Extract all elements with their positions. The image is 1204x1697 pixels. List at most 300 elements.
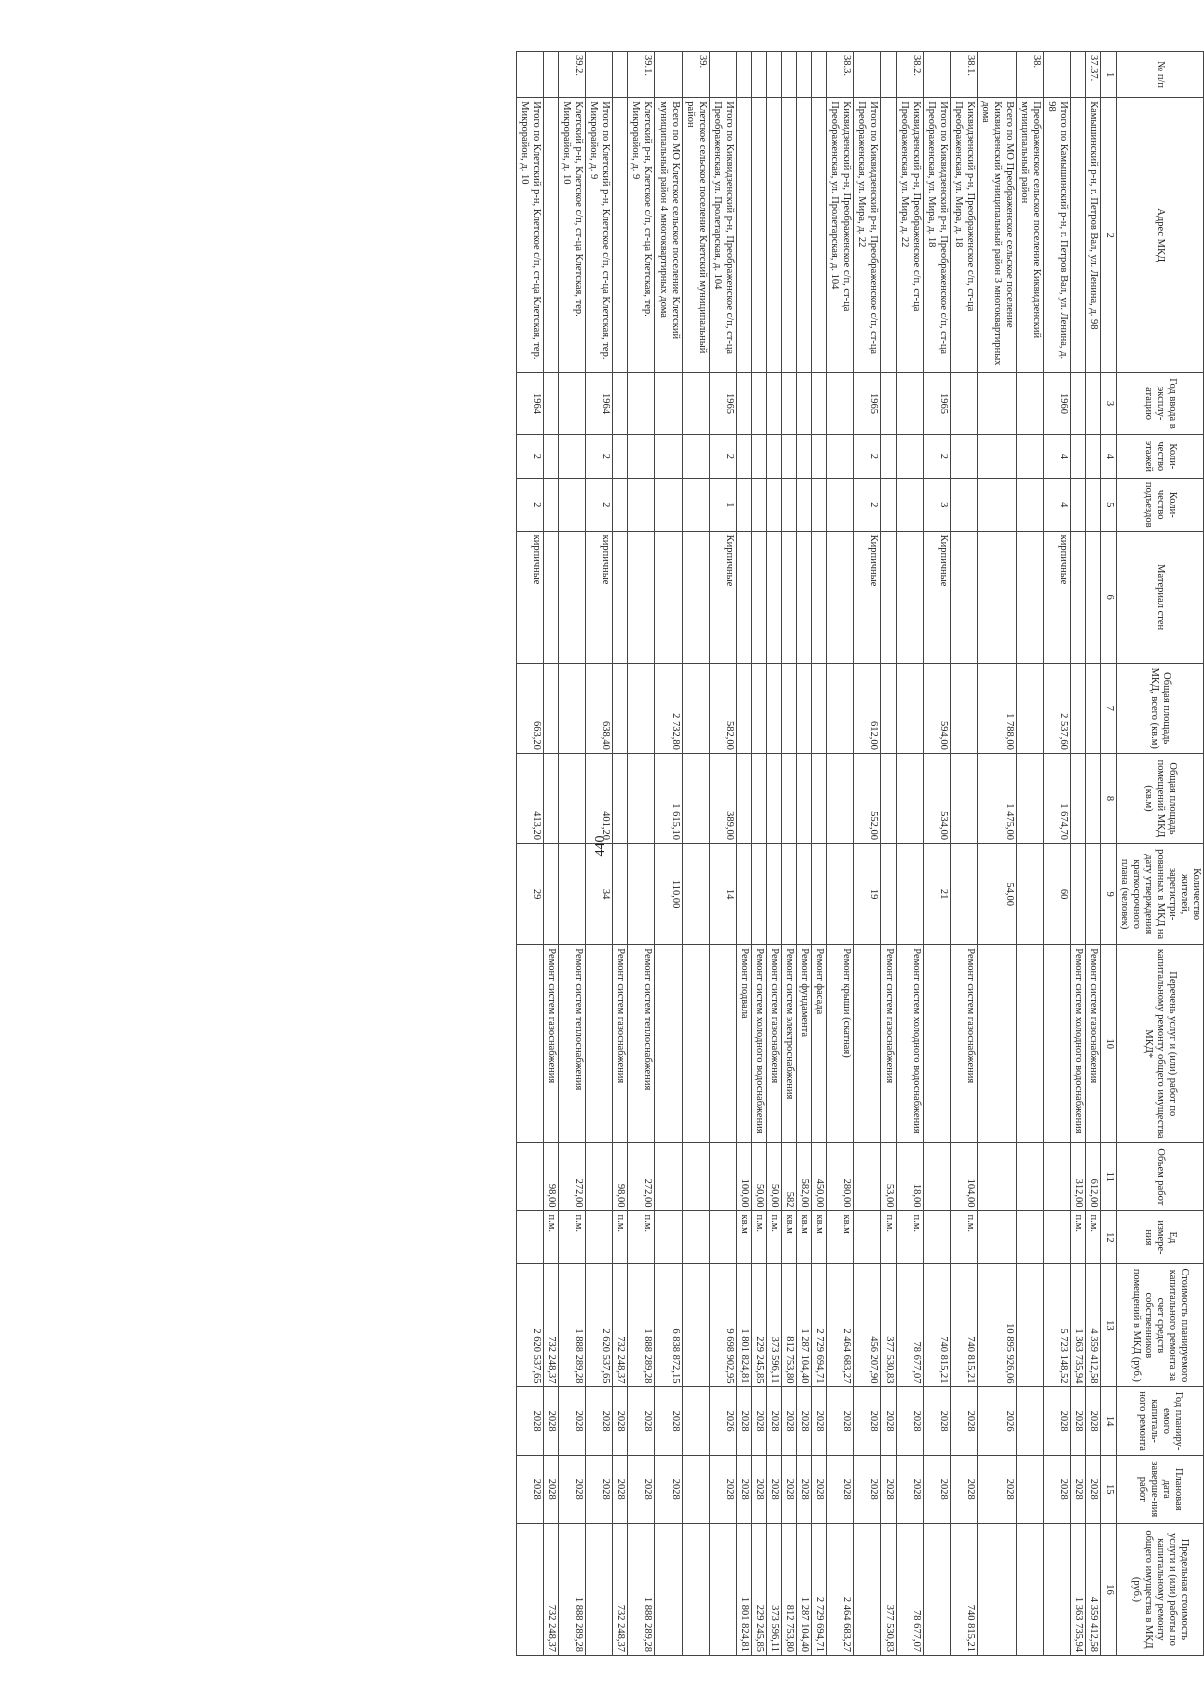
cell-fl	[977, 434, 1016, 478]
cell-work: Ремонт систем газоснабжения	[1086, 945, 1101, 1143]
cell-u	[1044, 1211, 1071, 1264]
cell-y: 1964	[586, 373, 613, 435]
cell-cost: 2 620 537,65	[516, 1264, 543, 1387]
cell-y	[682, 373, 709, 435]
cell-fl	[827, 434, 854, 478]
column-header: Стоимость планируемого капитального ремонта за счет средств собственников помещений в МКД (руб.)	[1116, 1264, 1203, 1387]
cell-work: Ремонт систем электроснабжения	[782, 945, 797, 1143]
cell-work	[709, 945, 736, 1143]
cell-n	[1044, 52, 1071, 98]
cell-dt: 2028	[559, 1455, 586, 1523]
cell-n	[544, 52, 559, 98]
cell-y	[1071, 373, 1086, 435]
cell-max: 2 729 694,71	[812, 1523, 827, 1655]
cell-u: п.м.	[559, 1211, 586, 1264]
cell-addr	[544, 98, 559, 373]
cell-dt: 2028	[923, 1455, 950, 1523]
cell-a	[767, 663, 782, 753]
cell-addr	[751, 98, 766, 373]
cell-dt: 2028	[751, 1455, 766, 1523]
cell-addr: Клетское сельское поселение Клетский муниципальный район	[682, 98, 709, 373]
cell-max: 2 464 683,27	[827, 1523, 854, 1655]
cell-yr: 2028	[613, 1387, 628, 1455]
cell-work	[977, 945, 1016, 1143]
cell-max: 1 363 735,94	[1071, 1523, 1086, 1655]
column-header: Год ввода в эксплу-атацию	[1116, 373, 1203, 435]
cell-fl: 4	[1044, 434, 1071, 478]
header-row	[1116, 52, 1203, 1656]
cell-b	[1086, 753, 1101, 843]
cell-a	[797, 663, 812, 753]
cell-p: 110,00	[655, 844, 682, 945]
cell-addr	[613, 98, 628, 373]
cell-mat: Кирпичные	[854, 531, 881, 663]
cell-u: п.м.	[881, 1211, 896, 1264]
cell-p: 60	[1044, 844, 1071, 945]
cell-vol: 104,00	[950, 1143, 977, 1211]
cell-y	[736, 373, 751, 435]
cell-en	[1017, 478, 1044, 531]
cell-b: 1 674,70	[1044, 753, 1071, 843]
cell-en	[767, 478, 782, 531]
cell-b	[950, 753, 977, 843]
cell-fl	[797, 434, 812, 478]
cell-addr	[881, 98, 896, 373]
cell-max: 229 245,85	[751, 1523, 766, 1655]
cell-addr: Клетский р-н, Клетское с/п, ст-ца Клетская, тер. Микрорайон, д. 10	[559, 98, 586, 373]
cell-dt: 2028	[797, 1455, 812, 1523]
cell-max: 1 287 104,40	[797, 1523, 812, 1655]
column-number: 7	[1101, 663, 1116, 753]
cell-y	[881, 373, 896, 435]
cell-y	[812, 373, 827, 435]
cell-max	[586, 1523, 613, 1655]
cell-dt: 2028	[782, 1455, 797, 1523]
cell-vol	[682, 1143, 709, 1211]
cell-p	[950, 844, 977, 945]
table-row	[516, 52, 543, 1656]
cell-p	[1017, 844, 1044, 945]
cell-u	[682, 1211, 709, 1264]
column-header: Перечень услуг и (или) работ по капитальному ремонту общего имущества МКД*	[1116, 945, 1203, 1143]
cell-dt: 2028	[812, 1455, 827, 1523]
cell-mat	[559, 531, 586, 663]
cell-max: 732 248,37	[544, 1523, 559, 1655]
cell-y	[797, 373, 812, 435]
cell-a	[613, 663, 628, 753]
cell-a: 594,00	[923, 663, 950, 753]
cell-mat	[613, 531, 628, 663]
cell-p	[782, 844, 797, 945]
cell-n	[767, 52, 782, 98]
cell-u: кв.м	[797, 1211, 812, 1264]
cell-dt	[682, 1455, 709, 1523]
cell-y: 1965	[709, 373, 736, 435]
column-number: 15	[1101, 1455, 1116, 1523]
cell-addr: Итого по Киквидзенский р-н, Преображенское с/п, ст-ца Преображенская, ул. Мира, д. 18	[923, 98, 950, 373]
cell-fl	[950, 434, 977, 478]
cell-p: 19	[854, 844, 881, 945]
cell-b	[782, 753, 797, 843]
cell-en	[812, 478, 827, 531]
cell-n	[516, 52, 543, 98]
cell-a	[682, 663, 709, 753]
cell-y	[559, 373, 586, 435]
cell-fl	[812, 434, 827, 478]
cell-yr: 2028	[655, 1387, 682, 1455]
cell-work	[1017, 945, 1044, 1143]
cell-mat	[782, 531, 797, 663]
cell-work: Ремонт фасада	[812, 945, 827, 1143]
cell-addr	[797, 98, 812, 373]
column-number: 2	[1101, 98, 1116, 373]
cell-vol	[655, 1143, 682, 1211]
cell-work: Ремонт фундамента	[797, 945, 812, 1143]
cell-cost: 9 698 902,95	[709, 1264, 736, 1387]
rotated-table-container	[194, 51, 1204, 1656]
cell-b	[797, 753, 812, 843]
cell-yr	[1017, 1387, 1044, 1455]
cell-addr: Итого по Клетский р-н, Клетское с/п, ст-ца Клетская, тер. Микрорайон, д. 9	[586, 98, 613, 373]
cell-addr: Всего по МО Преображенское сельское поселение Киквидзенский муниципальный район 3 многоквартирных дома	[977, 98, 1016, 373]
cell-max: 812 753,80	[782, 1523, 797, 1655]
cell-vol	[977, 1143, 1016, 1211]
cell-a	[1017, 663, 1044, 753]
cell-n: 38.1.	[950, 52, 977, 98]
cell-n: 37.37.	[1086, 52, 1101, 98]
column-header: Предельная стоимость услуги и (или) работы по капитальному ремонту общего имущества в МКД (руб.)	[1116, 1523, 1203, 1655]
column-header: Материал стен	[1116, 531, 1203, 663]
capital-repair-table	[516, 51, 1204, 1656]
cell-en	[736, 478, 751, 531]
column-header: Плановая дата заверше-ния работ	[1116, 1455, 1203, 1523]
cell-y	[1086, 373, 1101, 435]
cell-p	[881, 844, 896, 945]
cell-u: кв.м	[782, 1211, 797, 1264]
cell-n: 39.	[682, 52, 709, 98]
cell-mat	[1071, 531, 1086, 663]
cell-n	[736, 52, 751, 98]
table-row	[1071, 52, 1086, 1656]
cell-cost: 229 245,85	[751, 1264, 766, 1387]
column-number: 13	[1101, 1264, 1116, 1387]
cell-b	[628, 753, 655, 843]
cell-cost: 812 753,80	[782, 1264, 797, 1387]
cell-yr: 2028	[950, 1387, 977, 1455]
cell-u: кв.м	[736, 1211, 751, 1264]
cell-en	[655, 478, 682, 531]
cell-p	[736, 844, 751, 945]
cell-mat	[1086, 531, 1101, 663]
cell-a	[896, 663, 923, 753]
cell-dt: 2028	[628, 1455, 655, 1523]
cell-cost: 10 895 926,06	[977, 1264, 1016, 1387]
cell-cost: 78 677,07	[896, 1264, 923, 1387]
cell-en	[1071, 478, 1086, 531]
cell-n: 39.2.	[559, 52, 586, 98]
cell-y: 1965	[923, 373, 950, 435]
cell-b: 389,00	[709, 753, 736, 843]
cell-b: 401,20	[586, 753, 613, 843]
cell-a: 663,20	[516, 663, 543, 753]
cell-a	[812, 663, 827, 753]
cell-fl: 2	[923, 434, 950, 478]
cell-n	[797, 52, 812, 98]
cell-work: Ремонт систем теплоснабжения	[628, 945, 655, 1143]
cell-vol: 100,00	[736, 1143, 751, 1211]
cell-a	[782, 663, 797, 753]
cell-b	[767, 753, 782, 843]
cell-p	[628, 844, 655, 945]
cell-vol	[1044, 1143, 1071, 1211]
cell-fl	[628, 434, 655, 478]
cell-b	[613, 753, 628, 843]
cell-p	[797, 844, 812, 945]
cell-u: кв.м	[827, 1211, 854, 1264]
column-header: Объем работ	[1116, 1143, 1203, 1211]
cell-vol: 272,00	[628, 1143, 655, 1211]
cell-mat	[736, 531, 751, 663]
cell-yr: 2028	[782, 1387, 797, 1455]
cell-b: 1 615,10	[655, 753, 682, 843]
cell-a: 1 788,00	[977, 663, 1016, 753]
table-row	[797, 52, 812, 1656]
cell-y	[655, 373, 682, 435]
cell-max	[516, 1523, 543, 1655]
cell-yr: 2028	[516, 1387, 543, 1455]
cell-fl: 2	[586, 434, 613, 478]
table-row	[854, 52, 881, 1656]
cell-vol: 280,00	[827, 1143, 854, 1211]
cell-en: 2	[854, 478, 881, 531]
cell-a	[1086, 663, 1101, 753]
cell-y	[950, 373, 977, 435]
cell-b	[1071, 753, 1086, 843]
cell-a	[881, 663, 896, 753]
cell-max: 78 677,07	[896, 1523, 923, 1655]
cell-en	[950, 478, 977, 531]
table-row	[896, 52, 923, 1656]
cell-dt: 2028	[1044, 1455, 1071, 1523]
cell-u	[586, 1211, 613, 1264]
cell-mat: кирпичные	[1044, 531, 1071, 663]
cell-max: 373 596,11	[767, 1523, 782, 1655]
cell-p	[827, 844, 854, 945]
cell-addr: Камышинский р-н, г. Петров Вал, ул. Ленина, д. 98	[1086, 98, 1101, 373]
cell-cost	[1017, 1264, 1044, 1387]
cell-fl	[896, 434, 923, 478]
cell-n	[586, 52, 613, 98]
column-header: Общая площадь МКД, всего (кв.м)	[1116, 663, 1203, 753]
cell-cost: 456 207,90	[854, 1264, 881, 1387]
cell-work: Ремонт систем холодного водоснабжения	[751, 945, 766, 1143]
column-header: Количество жителей, зарегистри-рованных в МКД на дату утверждения краткосрочного плана (человек)	[1116, 844, 1203, 945]
cell-fl	[544, 434, 559, 478]
cell-fl: 2	[854, 434, 881, 478]
cell-max: 740 815,21	[950, 1523, 977, 1655]
cell-fl	[655, 434, 682, 478]
cell-u	[977, 1211, 1016, 1264]
cell-work: Ремонт крыши (скатная)	[827, 945, 854, 1143]
cell-en: 1	[709, 478, 736, 531]
cell-cost: 4 359 412,58	[1086, 1264, 1101, 1387]
cell-mat	[797, 531, 812, 663]
cell-yr: 2028	[559, 1387, 586, 1455]
cell-y	[827, 373, 854, 435]
table-row	[950, 52, 977, 1656]
cell-y	[628, 373, 655, 435]
cell-vol	[586, 1143, 613, 1211]
cell-cost: 2 620 537,65	[586, 1264, 613, 1387]
cell-mat	[682, 531, 709, 663]
cell-yr: 2028	[628, 1387, 655, 1455]
table-row	[586, 52, 613, 1656]
cell-b	[896, 753, 923, 843]
cell-n: 38.2.	[896, 52, 923, 98]
cell-n	[782, 52, 797, 98]
cell-addr: Всего по МО Клетское сельское поселение Клетский муниципальный район 4 многоквартирных дома	[655, 98, 682, 373]
cell-p	[613, 844, 628, 945]
cell-a: 2 537,60	[1044, 663, 1071, 753]
cell-dt: 2028	[827, 1455, 854, 1523]
cell-work	[1044, 945, 1071, 1143]
cell-p	[682, 844, 709, 945]
cell-en	[559, 478, 586, 531]
cell-n: 39.1.	[628, 52, 655, 98]
cell-en: 2	[516, 478, 543, 531]
cell-yr: 2028	[736, 1387, 751, 1455]
cell-work	[923, 945, 950, 1143]
cell-max	[1044, 1523, 1071, 1655]
cell-mat	[655, 531, 682, 663]
cell-p	[751, 844, 766, 945]
cell-y	[896, 373, 923, 435]
cell-yr: 2028	[923, 1387, 950, 1455]
cell-n: 38.	[1017, 52, 1044, 98]
cell-u: п.м.	[767, 1211, 782, 1264]
cell-yr: 2028	[812, 1387, 827, 1455]
cell-en: 4	[1044, 478, 1071, 531]
cell-work	[586, 945, 613, 1143]
cell-yr: 2028	[1071, 1387, 1086, 1455]
cell-addr	[736, 98, 751, 373]
cell-work: Ремонт систем газоснабжения	[544, 945, 559, 1143]
cell-max: 732 248,37	[613, 1523, 628, 1655]
cell-fl	[613, 434, 628, 478]
cell-max	[977, 1523, 1016, 1655]
cell-work: Ремонт систем холодного водоснабжения	[896, 945, 923, 1143]
cell-p	[1071, 844, 1086, 945]
table-row	[782, 52, 797, 1656]
cell-vol: 50,00	[767, 1143, 782, 1211]
cell-a	[736, 663, 751, 753]
table-row	[767, 52, 782, 1656]
cell-y	[613, 373, 628, 435]
cell-fl	[736, 434, 751, 478]
cell-cost: 1 363 735,94	[1071, 1264, 1086, 1387]
cell-fl: 2	[709, 434, 736, 478]
cell-n	[977, 52, 1016, 98]
cell-yr: 2028	[896, 1387, 923, 1455]
cell-cost: 373 596,11	[767, 1264, 782, 1387]
cell-max: 1 888 289,28	[559, 1523, 586, 1655]
column-header: Общая площадь помещений МКД (кв.м)	[1116, 753, 1203, 843]
cell-yr: 2028	[797, 1387, 812, 1455]
cell-a: 612,00	[854, 663, 881, 753]
cell-en	[613, 478, 628, 531]
cell-a	[1071, 663, 1086, 753]
cell-a	[827, 663, 854, 753]
cell-dt	[1017, 1455, 1044, 1523]
table-row	[881, 52, 896, 1656]
cell-max	[682, 1523, 709, 1655]
cell-vol	[709, 1143, 736, 1211]
cell-fl	[881, 434, 896, 478]
cell-cost: 2 729 694,71	[812, 1264, 827, 1387]
cell-vol: 98,00	[613, 1143, 628, 1211]
cell-y	[1017, 373, 1044, 435]
cell-cost: 5 723 148,52	[1044, 1264, 1071, 1387]
cell-cost: 732 248,37	[613, 1264, 628, 1387]
cell-mat: Кирпичные	[709, 531, 736, 663]
cell-b	[1017, 753, 1044, 843]
cell-yr: 2028	[1086, 1387, 1101, 1455]
cell-n	[881, 52, 896, 98]
cell-dt: 2028	[544, 1455, 559, 1523]
cell-b	[751, 753, 766, 843]
cell-en	[827, 478, 854, 531]
cell-en	[782, 478, 797, 531]
cell-y	[751, 373, 766, 435]
cell-vol: 450,00	[812, 1143, 827, 1211]
table-row	[613, 52, 628, 1656]
table-row	[827, 52, 854, 1656]
cell-fl	[767, 434, 782, 478]
cell-max	[655, 1523, 682, 1655]
cell-u	[709, 1211, 736, 1264]
cell-work	[516, 945, 543, 1143]
cell-max	[1017, 1523, 1044, 1655]
cell-vol	[516, 1143, 543, 1211]
cell-fl	[782, 434, 797, 478]
cell-en: 2	[586, 478, 613, 531]
cell-en: 3	[923, 478, 950, 531]
cell-b	[559, 753, 586, 843]
cell-u	[854, 1211, 881, 1264]
cell-work: Ремонт систем холодного водоснабжения	[1071, 945, 1086, 1143]
cell-addr: Итого по Киквидзенский р-н, Преображенское с/п, ст-ца Преображенская, ул. Пролетарская, д. 104	[709, 98, 736, 373]
cell-yr: 2026	[709, 1387, 736, 1455]
cell-mat	[751, 531, 766, 663]
cell-cost: 1 888 289,28	[559, 1264, 586, 1387]
cell-y	[767, 373, 782, 435]
cell-en	[797, 478, 812, 531]
cell-addr: Итого по Киквидзенский р-н, Преображенское с/п, ст-ца Преображенская, ул. Мира, д. 22	[854, 98, 881, 373]
table-body	[516, 52, 1101, 1656]
table-row	[709, 52, 736, 1656]
cell-yr	[682, 1387, 709, 1455]
cell-a	[751, 663, 766, 753]
cell-b	[812, 753, 827, 843]
cell-vol: 53,00	[881, 1143, 896, 1211]
cell-b	[736, 753, 751, 843]
cell-y: 1960	[1044, 373, 1071, 435]
cell-n	[613, 52, 628, 98]
cell-work	[655, 945, 682, 1143]
cell-u: п.м.	[1086, 1211, 1101, 1264]
table-row	[812, 52, 827, 1656]
cell-en	[977, 478, 1016, 531]
